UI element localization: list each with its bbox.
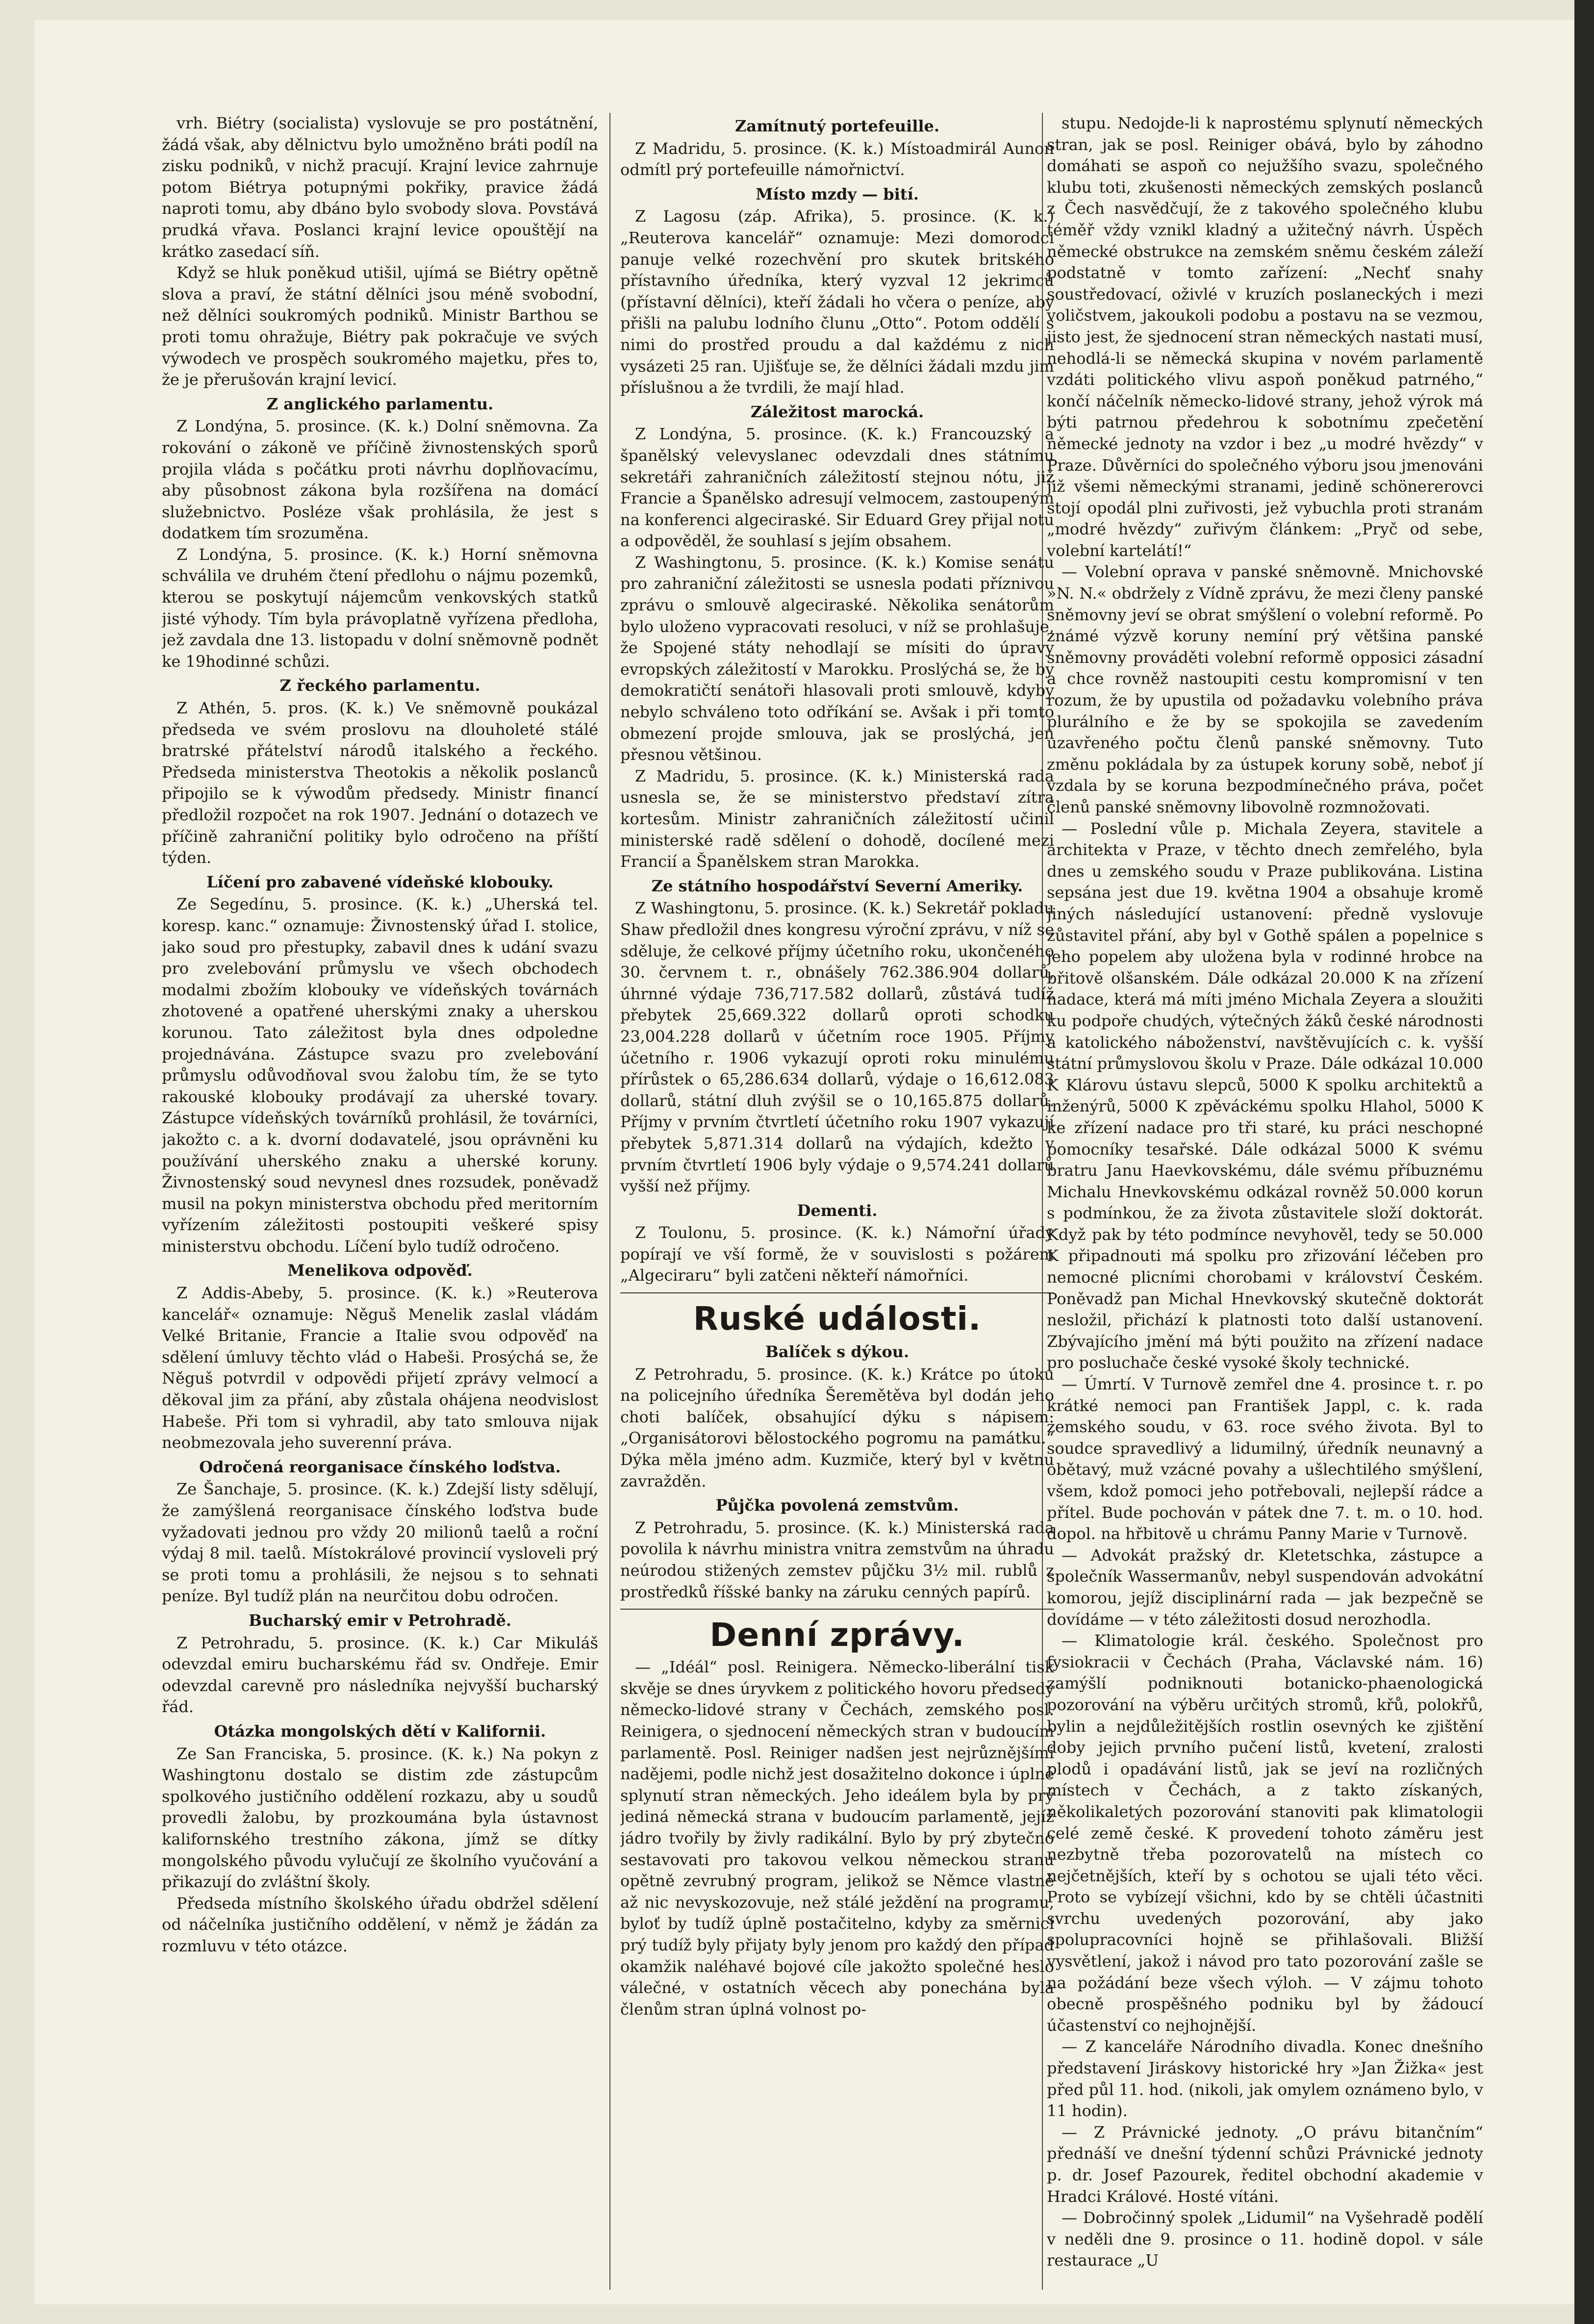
article-paragraph: Z Addis-Abeby, 5. prosince. (K. k.) »Reuterova kancelář« oznamuje: Něguš Menelik zaslal vládám Velké Britanie, Francie a Italie svou odpověď na sdělení úmluvy těchto vlád o Habeši. Prosýchá se, že Něguš potvrdil v odpovědi přijetí zprávy velmocí a děkoval jim za přání, aby zůstala ohájena neodvislost Habeše. Při tom si vyhradil, aby tato smlouva nijak neobmezovala jeho suverenní práva. — [162, 1284, 598, 1452]
article-paragraph: Z Washingtonu, 5. prosince. (K. k.) Sekretář pokladu Shaw předložil dnes kongresu výroční zprávu, v níž se sděluje, že celkové příjmy účetního roku, ukončeného 30. červnem t. r., obnášely 762.386.904 dollarů, úhrnné výdaje 736,717.582 dollarů, zůstává tudíž přebytek 25,669.322 dollarů oproti schodku 23,004.228 dollarů v účetním roce 1905. Příjmy účetního r. 1906 vykazují oproti roku minulému přírůstek o 65,286.634 dollarů, výdaje o 16,612.083 dollarů, státní dluh zvýšil se o 10,165.875 dollarů. Příjmy v prvním čtvrtletí účetního roku 1907 vykazují přebytek 5,871.314 dollarů na výdajích, kdežto v prvním čtvrtletí 1906 byly výdaje o 9,574.241 dollarů vyšší než příjmy. — [620, 899, 1054, 1196]
section-heading: Ze státního hospodářství Severní Ameriky. — [651, 876, 1023, 895]
article-paragraph: stupu. Nedojde-li k naprostému splynutí německých stran, jak se posl. Reiniger obává, bylo by záhodno domáhati se aspoň co nejužšího svazu, společného klubu toti, zkušenosti německých zemských poslanců z Čech nasvědčují, že z takového společného klubu téměř vždy vznikl kladný a užitečný návrh. Úspěch německé obstrukce na zemském sněmu českém záleží podstatně v tomto zařízení: „Nechť snahy soustředovací, oživlé v kruzích poslaneckých i mezi voličstvem, jakoukoli podobu a postavu na se vezmou, jisto jest, že sjednocení stran německých nastati musí, nehodlá-li se německá skupina v novém parlamentě vzdáti politického vlivu aspoň poněkud patrného,“ končí náčelník německo-lidové strany, jehož výrok má býti patrnou předehrou k sobotnímu zpečetění německé jednoty na vzdor i bez „u modré hvězdy“ v Praze. Důvěrníci do společného výboru jsou jmenováni již všemi německými stranami, jedině schönererovci stojí opodál plni zuřivosti, jež vybuchla proti stranám „modré hvězdy“ zuřivým článkem: „Pryč od sebe, volební kartelátí!“ — [1047, 114, 1483, 560]
article-paragraph: Z Petrohradu, 5. prosince. (K. k.) Ministerská rada povolila k návrhu ministra vnitra zemstvům na úhradu neúrodou stižených zemstev půjčku 3½ mil. rublů z prostředků říšské banky na záruku cenných papírů. — [620, 1518, 1054, 1601]
article-paragraph: Ze Segedínu, 5. prosince. (K. k.) „Uherská tel. koresp. kanc.“ oznamuje: Živnostenský úřad I. stolice, jako soud pro přestupky, zabavil dnes k udání svazu pro zvelebování průmyslu ve všech obchodech modalmi zbožím klobouky ve vídeňských továrnách zhotovené a opatřené uherskými znaky a uherskou korunou. Tato záležitost byla dnes odpoledne projednávána. Zástupce svazu pro zvelebování průmyslu odůvodňoval svou žalobu tím, že se tyto rakouské klobouky prodávají za uherské tovary. Zástupce vídeňských továrníků prohlásil, že továrníci, jakožto c. a k. dvorní dodavatelé, jsou oprávněni ku používání uherského znaku a uherské koruny. Živnostenský soud nevynesl dnes rozsudek, poněvadž musil na pokyn ministerstva obchodu před meritorním vyřízením záležitosti postoupiti veškeré spisy ministerstvu obchodu. Líčení bylo tudíž odročeno. — [162, 895, 598, 1256]
section-heading: Půjčka povolená zemstvům. — [715, 1496, 959, 1515]
article-paragraph: Z Petrohradu, 5. prosince. (K. k.) Car Mikuláš odevzdal emiru bucharskému řád sv. Ondřeje. Emir odevzdal carevně pro následníka nejvyšší bucharský řád. — [162, 1633, 598, 1717]
article-paragraph: Předseda místního školského úřadu obdržel sdělení od náčelníka justičního oddělení, v němž je žádán za rozmluvu v této otázce. — [162, 1894, 598, 1955]
article-paragraph: — Poslední vůle p. Michala Zeyera, stavitele a architekta v Praze, v těchto dnech zemřelého, byla dnes u zemského soudu v Praze publikována. Listina sepsána jest due 19. května 1904 a obsahuje kromě jiných následující ustanovení: předně vyslovuje zůstavitel přání, aby byl v Gothě spálen a popelnice s jeho popelem aby uložena byla v rodinné hrobce na břitově olšanském. Dále odkázal 20.000 K na zřízení nadace, která má míti jméno Michala Zeyera a sloužiti ku podpoře chudých, výtečných žáků české národnosti a katolického náboženství, navštěvujících c. k. vyšší státní průmyslovou školu v Praze. Dále odkázal 10.000 K Klárovu ústavu slepců, 5000 K spolku architektů a inženýrů, 5000 K zpěváckému spolku Hlahol, 5000 K ke zřízení nadace pro tři staré, ku práci neschopné pomocníky tesařské. Dále odkázal 5000 K svému bratru Janu Haevkovskému, dále svému příbuznému Michalu Hnevkovskému odkázal rovněž 50.000 korun s podmínkou, že za života zůstavitele složí doktorát. Když pak by této podmínce nevyhověl, tedy se 50.000 K připadnouti má spolku pro zřizování léčeben pro nemocné plicními chorobami v království Českém. Poněvadž pan Michal Hnevkovský skutečně doktorát nesložil, přichází k platnosti toto další ustanovení. Zbývajícího jmění má býti použito na zřízení nadace pro posluchače české vysoké školy technické. — [1047, 819, 1483, 1372]
article-paragraph: — Z kanceláře Národního divadla. Konec dnešního představení Jiráskovy historické hry »Jan Žižka« jest před půl 11. hod. (nikoli, jak omylem oznámeno bylo, v 11 hodin). — [1047, 2037, 1483, 2121]
page-edge — [1574, 0, 1594, 2324]
section-heading: Dementi. — [797, 1201, 878, 1220]
section-heading: Záležitost marocká. — [750, 402, 924, 421]
section-heading: Odročená reorganisace čínského loďstva. — [199, 1457, 561, 1476]
section-heading: Otázka mongolských dětí v Kalifornii. — [214, 1721, 546, 1741]
article-paragraph: Z Athén, 5. pros. (K. k.) Ve sněmovně poukázal předseda ve svém proslovu na dlouholeté stálé bratrské přátelství národů italského a řeckého. Předseda ministerstva Theotokis a několik poslanců připojilo se k výwodům předsedy. Ministr financí předložil rozpočet na rok 1907. Jednání o dotazech ve příčině zahraniční politiky bylo odročeno na příští týden. — [162, 699, 598, 867]
article-paragraph: Z Petrohradu, 5. prosince. (K. k.) Krátce po útoku na policejního úředníka Šeremětěva byl dodán jeho choti balíček, obsahující dýku s nápisem: „Organisátorovi bělostockého pogromu na památku.“ Dýka měla jméno adm. Kuzmiče, který byl v květnu zavražděn. — [620, 1364, 1054, 1490]
section-heading: Z anglického parlamentu. — [266, 394, 494, 413]
article-paragraph: — Klimatologie král. českého. Společnost pro fysiokracii v Čechách (Praha, Václavské nám. 16) zamýšlí podniknouti botanicko-phaenologická pozorování na výběru určitých stromů, křů, polokřů, bylin a nejdůležitějších rostlin osevných ke zjištění doby jejich prvního pučení listů, kvetení, zralosti plodů i opadávání listů, jak se jeví na rozličných místech v Čechách, a z takto získaných, několikaletých pozorování stanoviti pak klimatologii celé země české. K provedení tohoto záměru jest nezbytně třeba pozorovatelů na místech co nejčetnějších, kteří by s ochotou se ujali této věci. Proto se vybízejí všichni, kdo by se chtěli účastniti svrchu uvedených pozorování, aby jako spolupracovníci hojně se přihlašovali. Bližší vysvětlení, jakož i návod pro tato pozorování zašle se na požádání beze všech výloh. — V zájmu tohoto obecně prospěšného podniku byl by žádoucí účastenství co nejhojnější. — [1047, 1631, 1483, 2035]
section-title: Denní zprávy. — [709, 1616, 965, 1654]
section-heading: Menelikova odpověď. — [287, 1261, 473, 1280]
section-heading: Z řeckého parlamentu. — [279, 676, 481, 695]
article-paragraph: Z Lagosu (záp. Afrika), 5. prosince. (K. k.) „Reuterova kancelář“ oznamuje: Mezi domorodci panuje velké rozechvění pro skutek britského přístavního úředníka, který vyzval 12 jekrimců (přístavní dělníci), kteří žádali ho včera o peníze, aby přišli na palubu lodního člunu „Otto“. Potom oddělí s nimi do prostřed proudu a dal každému z nich vysázeti 25 ran. Ujišťuje se, že dělníci žádali mzdu jim příslušnou a že tvrdili, že mají hlad. — [620, 207, 1054, 397]
article-paragraph: — Z Právnické jednoty. „O právu bitančním“ přednáší ve dnešní týdenní schůzi Právnické jednoty p. dr. Josef Pazourek, ředitel obchodní akademie v Hradci Králové. Hosté vítáni. — [1047, 2122, 1483, 2206]
divider — [620, 1609, 1054, 1610]
article-paragraph: — Volební oprava v panské sněmovně. Mnichovské »N. N.« obdržely z Vídně zprávu, že mezi členy panské sněmovny jeví se obrat smýšlení o volební reformě. Po známé výzvě koruny nemíní prý většina panské sněmovny prováděti volební reformě opposici zásadní a chce rovněž nastoupiti cestu kompromisní v ten rozum, že by upustila od požadavku volebního práva plurálního e že by se spokojila se zavedením uzavřeného počtu členů panské sněmovny. Tuto změnu pokládala by za ústupek koruny sobě, neboť jí vzdala by se koruna bezpodmínečného práva, počet členů panské sněmovny libovolně rozmnožovati. — [1047, 562, 1483, 816]
column-rule — [609, 113, 610, 2290]
article-paragraph: Z Madridu, 5. prosince. (K. k.) Ministerská rada usnesla se, že se ministerstvo představí zítra kortesům. Ministr zahraničních záležitostí učinil ministerské radě sdělení o dohodě, docílené mezi Francií a Španělskem stran Marokka. — [620, 766, 1054, 871]
article-paragraph: Ze San Franciska, 5. prosince. (K. k.) Na pokyn z Washingtonu dostalo se distim zde zástupcům spolkového justičního oddělení rozkazu, aby u soudů provedli žalobu, by prozkoumána byla ústavnost kalifornského trestního zákona, jímž se dítky mongolského původu vylučují ze školního vyučování a přikazují do zvláštní školy. — [162, 1744, 598, 1892]
article-paragraph: — „Idéál“ posl. Reinigera. Německo-liberální tisk skvěje se dnes úryvkem z politického hovoru předsedy německo-lidové strany v Čechách, zemského posl. Reinigera, o sjednocení německých stran v budoucím parlamentě. Posl. Reiniger nadšen jest nejrůznějšími nadějemi, podle nichž jest dosažitelno dokonce i úplné splynutí stran německých. Jeho ideálem byla by prý jediná německá strana v budoucím parlamentě, jejíž jádro tvořily by živly radikální. Bylo by prý zbytečno sestavovati pro takovou velkou německou stranu opětně zevrubný program, jelikož se Němce vlastně až nic nevyskozovuje, než stálé ježdění na programu, byloť by tudíž úplně postačitelno, kdyby za směrnici prý tudíž byly přijaty byly jenom pro každý den případ okamžik naléhavé bojové cíle jakožto společné heslo válečné, v ostatních věcech aby ponechána byla členům stran úplná volnost po- — [620, 1658, 1054, 2019]
section-heading: Místo mzdy — bití. — [756, 184, 919, 203]
column-1 — [162, 113, 598, 2304]
column-3 — [1047, 113, 1483, 2304]
article-paragraph: Z Washingtonu, 5. prosince. (K. k.) Komise senátu pro zahraniční záležitosti se usnesla podati příznivou zprávu o smlouvě algeciraské. Několika senátorům bylo uloženo vypracovati resoluci, v níž se prohlašuje, že Spojené státy nehodlají se mísiti do úpravy evropských záležitostí v Marokku. Proslýchá se, že by demokratičtí senátoři hlasovali proti smlouvě, kdyby nebylo schváleno toto odříkání se. Avšak i při tomto obmezení projde smlouva, jak se proslýchá, jen přesnou většinou. — [620, 553, 1054, 764]
article-paragraph: vrh. Biétry (socialista) vyslovuje se pro postátnění, žádá však, aby dělnictvu bylo umožněno bráti podíl na zisku podniků, v nichž pracují. Krajní levice zahrnuje potom Biétrya potupnými pokřiky, pravice žádá naproti tomu, aby dbáno bylo svobody slova. Povstává prudká vřava. Poslanci krajní levice opouštějí na krátko zasedací síň. — [162, 114, 598, 261]
section-heading: Zamítnutý portefeuille. — [734, 117, 939, 135]
article-paragraph: Z Londýna, 5. prosince. (K. k.) Horní sněmovna schválila ve druhém čtení předlohu o nájmu pozemků, kterou se poskytují nájemcům venkovských statků jisté výhody. Tím byla právoplatně vyřízena předloha, jež zavdala dne 13. listopadu v dolní sněmovně podnět ke 19hodinné schůzi. — [162, 545, 598, 671]
article-paragraph: — Advokát pražský dr. Kletetschka, zástupce a společník Wassermanův, nebyl suspendován advokátní komorou, jejíž disciplinární rada — jak bezpečně se dovídáme — v této záležitosti dosud nerozhodla. — [1047, 1545, 1483, 1629]
section-title: Ruské události. — [693, 1300, 982, 1338]
article-paragraph: — Úmrtí. V Turnově zemřel dne 4. prosince t. r. po krátké nemoci pan František Jappl, c. k. rada zemského soudu, v 63. roce svého života. Byl to soudce spravedlivý a lidumilný, úředník neunavný a obětavý, muž vzácné povahy a ušlechtilého smýšlení, všem, kdož pomoci jeho potřebovali, nejlepší rádce a přítel. Bude pochován v pátek dne 7. t. m. o 10. hod. dopol. na hřbitově u chrámu Panny Marie v Turnově. — [1047, 1375, 1483, 1543]
article-paragraph: — Dobročinný spolek „Lidumil“ na Vyšehradě podělí v neděli dne 9. prosince o 11. hodině dopol. v sále restaurace „U — [1047, 2208, 1483, 2270]
article-paragraph: Ze Šanchaje, 5. prosince. (K. k.) Zdejší listy sdělují, že zamýšlená reorganisace čínského loďstva bude vyžadovati jednou pro vždy 20 milionů taelů a roční výdaj 8 mil. taelů. Místokrálové provincií vysloveli prý se proti tomu a prohlásili, že nejsou s to sehnati peníze. Byl tudíž plán na neurčitou dobu odročen. — [162, 1480, 598, 1606]
article-paragraph: Z Madridu, 5. prosince. (K. k.) Místoadmirál Aunon odmítl prý portefeuille námořnictví. — [620, 139, 1054, 179]
article-paragraph: Z Londýna, 5. prosince. (K. k.) Dolní sněmovna. Za rokování o zákoně ve příčině živnostenských sporů projila vláda s počátku proti návrhu doplňovacímu, aby působnost zákona byla rozšířena na domácí služebnictvo. Posléze však prohlásila, že jest s dodatkem tím srozuměna. — [162, 417, 598, 543]
section-heading: Líčení pro zabavené vídeňské klobouky. — [206, 872, 554, 891]
article-paragraph: Když se hluk poněkud utišil, ujímá se Biétry opětně slova a praví, že státní dělníci jsou méně svobodní, než dělníci soukromých podniků. Ministr Barthou se proti tomu ohražuje, Biétry pak pokračuje ve svých výwodech ve prospěch soukromého majetku, přes to, že je přerušován krajní levicí. — [162, 263, 598, 389]
section-heading: Bucharský emir v Petrohradě. — [249, 1611, 511, 1630]
article-paragraph: Z Toulonu, 5. prosince. (K. k.) Námořní úřady popírají ve vší formě, že v souvislosti s požárem „Algeciraru“ byli zatčeni někteří námořníci. — [620, 1223, 1054, 1285]
article-paragraph: Z Londýna, 5. prosince. (K. k.) Francouzský a španělský velevyslanec odevzdali dnes státnímu sekretáři zahraničních záležitostí stejnou nótu, již Francie a Španělsko adresují velmocem, zastoupeným na konferenci algeciraské. Sir Eduard Grey přijal notu a odpověděl, že souhlasí s jejím obsahem. — [620, 425, 1054, 551]
divider — [620, 1292, 1054, 1293]
section-heading: Balíček s dýkou. — [765, 1342, 910, 1362]
column-2 — [620, 113, 1054, 2304]
